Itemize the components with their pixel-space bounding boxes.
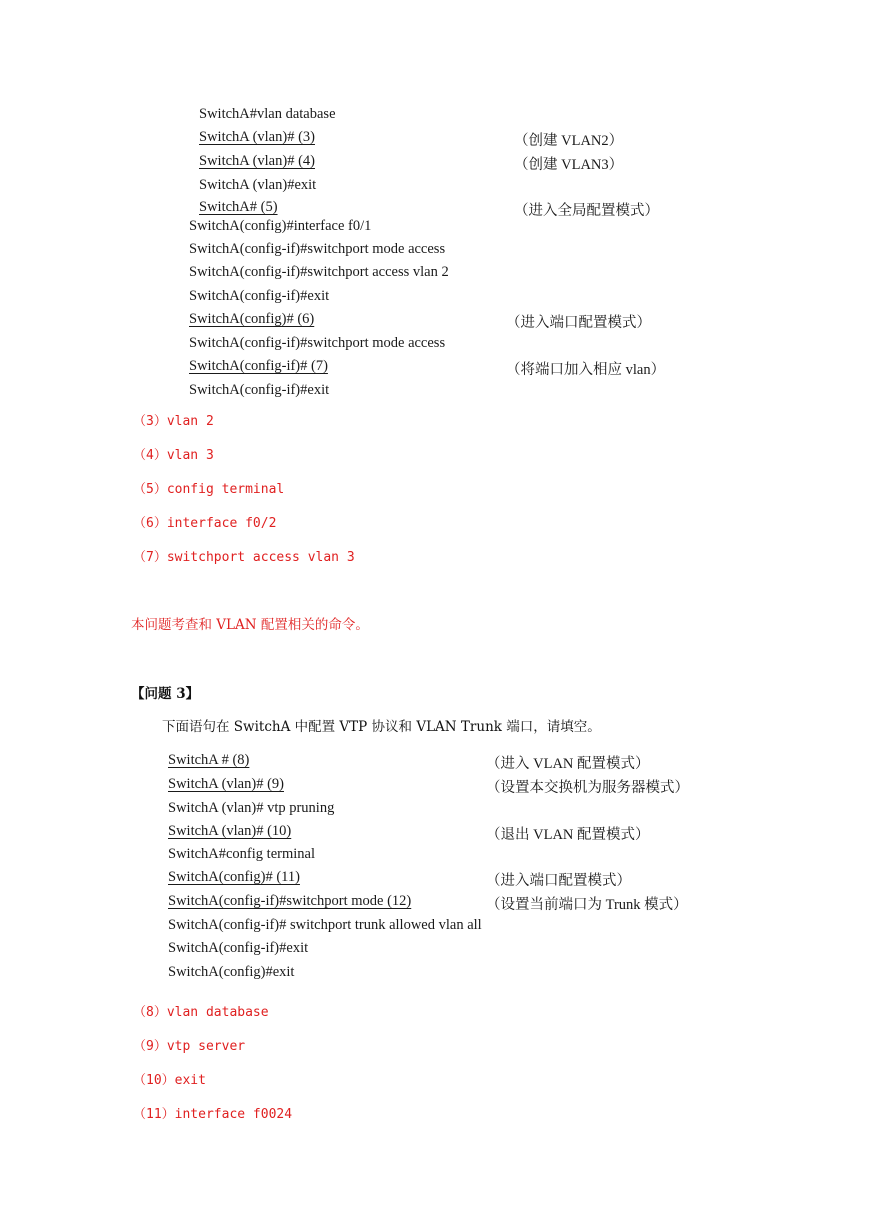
answer-item: （5）config terminal — [133, 482, 285, 497]
answer-item: （10）exit — [133, 1073, 206, 1088]
answer-item: （8）vlan database — [133, 1005, 269, 1020]
config-note: （设置当前端口为 Trunk 模式） — [486, 897, 688, 913]
config-line-text: SwitchA (vlan)# (3) — [199, 129, 315, 145]
question-prompt: 下面语句在 SwitchA 中配置 VTP 协议和 VLAN Trunk 端口，请填空。 — [162, 719, 601, 735]
config-note: （进入 VLAN 配置模式） — [486, 756, 650, 772]
config-line — [189, 358, 328, 375]
config-line-text: SwitchA# (5) — [199, 199, 278, 215]
answer-item: （9）vtp server — [133, 1039, 246, 1054]
config-note: （创建 VLAN3） — [514, 157, 624, 173]
config-line — [168, 752, 249, 769]
config-line-text: SwitchA(config-if)#switchport mode (12) — [168, 893, 412, 909]
answer-item: （4）vlan 3 — [133, 448, 214, 463]
config-note: （设置本交换机为服务器模式） — [486, 780, 689, 796]
config-note: （进入端口配置模式） — [506, 315, 651, 331]
config-line: SwitchA(config-if)#switchport access vlan 2 — [189, 264, 449, 280]
config-note: （进入全局配置模式） — [514, 203, 659, 219]
config-line: SwitchA (vlan)#exit — [199, 177, 317, 193]
config-line-text: SwitchA(config)# (6) — [189, 311, 315, 327]
question-heading: 【问题 3】 — [131, 686, 200, 702]
config-line — [199, 199, 278, 216]
answer-item: （6）interface f0/2 — [133, 516, 277, 531]
config-line-text: SwitchA # (8) — [168, 752, 250, 768]
answer-item: （7）switchport access vlan 3 — [133, 550, 355, 565]
config-line: SwitchA(config-if)#switchport mode access — [189, 241, 446, 257]
config-line — [168, 823, 291, 840]
config-line-text: SwitchA (vlan)# (4) — [199, 153, 315, 169]
answer-item: （11）interface f0024 — [133, 1107, 293, 1122]
config-line-text: SwitchA (vlan)# (10) — [168, 823, 292, 839]
config-line: SwitchA#config terminal — [168, 846, 315, 862]
config-note: （进入端口配置模式） — [486, 873, 631, 889]
config-line: SwitchA(config-if)#exit — [168, 940, 309, 956]
config-line — [168, 893, 411, 910]
explanation-text: 本问题考查和 VLAN 配置相关的命令。 — [131, 617, 369, 633]
config-line: SwitchA(config)#exit — [168, 964, 295, 980]
config-line — [168, 776, 284, 793]
config-line — [199, 153, 315, 170]
config-line: SwitchA(config-if)#switchport mode access — [189, 335, 446, 351]
config-line-text: SwitchA (vlan)# (9) — [168, 776, 284, 792]
config-line: SwitchA(config)#interface f0/1 — [189, 218, 372, 234]
answer-item: （3）vlan 2 — [133, 414, 214, 429]
config-line: SwitchA(config-if)# switchport trunk allowed vlan all — [168, 917, 482, 933]
config-note: （将端口加入相应 vlan） — [506, 362, 666, 378]
config-line — [199, 129, 315, 146]
config-line: SwitchA (vlan)# vtp pruning — [168, 800, 335, 816]
config-line — [168, 869, 300, 886]
config-note: （退出 VLAN 配置模式） — [486, 827, 650, 843]
config-line: SwitchA(config-if)#exit — [189, 382, 330, 398]
config-line-text: SwitchA(config-if)# (7) — [189, 358, 328, 374]
config-note: （创建 VLAN2） — [514, 133, 624, 149]
config-line — [189, 311, 314, 328]
config-line-text: SwitchA(config)# (11) — [168, 869, 300, 885]
config-line: SwitchA#vlan database — [199, 106, 336, 122]
config-line: SwitchA(config-if)#exit — [189, 288, 330, 304]
